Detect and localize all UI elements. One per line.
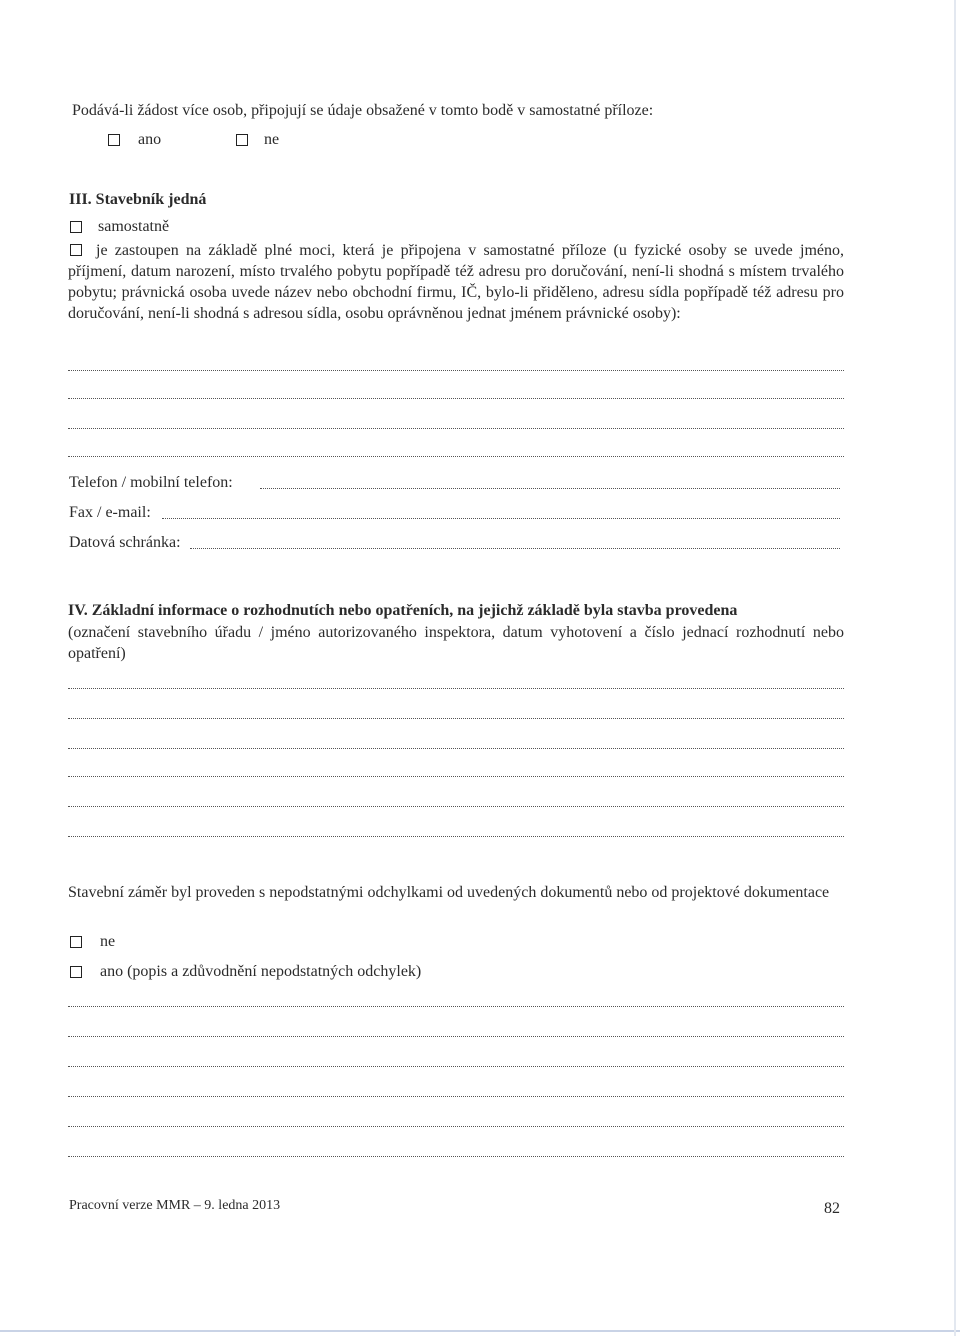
deviation-fill-line-4[interactable]: [68, 1096, 844, 1097]
checkbox-multiple-no-label: ne: [264, 131, 280, 148]
decision-fill-line-4[interactable]: [68, 776, 844, 777]
checkbox-acts-self-label: samostatně: [98, 218, 170, 235]
fax-email-label: Fax / e-mail:: [69, 504, 151, 521]
checkbox-multiple-no[interactable]: [236, 134, 248, 146]
decision-fill-line-3[interactable]: [68, 748, 844, 749]
footer-version: Pracovní verze MMR – 9. ledna 2013: [69, 1198, 281, 1213]
deviation-fill-line-3[interactable]: [68, 1066, 844, 1067]
checkbox-represented-label: je zastoupen na základě plné moci, která je připojena v samostatné příloze (u fyzické osoby se uvede jméno, příjmení, datum narození, místo trvalého pobytu popřípadě též adresu pro doručování, není-li shodná s místem trvalého pobytu; právnická osoba uvede název nebo obchodní firmu, IČ, bylo-li přiděleno, adresu sídla popřípadě též adresu pro doručování, není-li shodná s adresou sídla, osobu oprávněnou jednat jménem právnické osoby):: [68, 242, 844, 322]
page-number: 82: [824, 1200, 840, 1217]
section-3-title: III. Stavebník jedná: [69, 191, 207, 208]
checkbox-multiple-yes[interactable]: [108, 134, 120, 146]
section-4-title: IV. Základní informace o rozhodnutích nebo opatřeních, na jejichž základě byla stavba provedena: [68, 602, 738, 619]
deviation-question: Stavební záměr byl proveden s nepodstatnými odchylkami od uvedených dokumentů nebo od projektové dokumentace: [68, 884, 830, 901]
multiple-applicants-question: Podává-li žádost více osob, připojují se údaje obsažené v tomto bodě v samostatné příloze:: [72, 102, 654, 119]
section-4-subtitle: (označení stavebního úřadu / jméno autorizovaného inspektora, datum vyhotovení a číslo jednací rozhodnutí nebo opatření): [68, 624, 844, 662]
representative-fill-line-3[interactable]: [68, 428, 844, 429]
representative-fill-line-2[interactable]: [68, 398, 844, 399]
representative-fill-line-4[interactable]: [68, 456, 844, 457]
deviation-fill-line-6[interactable]: [68, 1156, 844, 1157]
decision-fill-line-2[interactable]: [68, 718, 844, 719]
scan-edge-right: [954, 0, 956, 1336]
checkbox-deviation-no-label: ne: [100, 933, 116, 950]
scan-edge-bottom: [0, 1330, 960, 1332]
checkbox-acts-self[interactable]: [70, 221, 82, 233]
decision-fill-line-1[interactable]: [68, 688, 844, 689]
decision-fill-line-6[interactable]: [68, 836, 844, 837]
deviation-fill-line-2[interactable]: [68, 1036, 844, 1037]
fax-email-field[interactable]: [162, 518, 840, 519]
data-box-label: Datová schránka:: [69, 534, 181, 551]
checkbox-multiple-yes-label: ano: [138, 131, 162, 148]
phone-field[interactable]: [260, 488, 840, 489]
phone-label: Telefon / mobilní telefon:: [69, 474, 233, 491]
deviation-fill-line-1[interactable]: [68, 1006, 844, 1007]
decision-fill-line-5[interactable]: [68, 806, 844, 807]
checkbox-deviation-no[interactable]: [70, 936, 82, 948]
representative-fill-line-1[interactable]: [68, 370, 844, 371]
data-box-field[interactable]: [190, 548, 840, 549]
checkbox-deviation-yes-label: ano (popis a zdůvodnění nepodstatných odchylek): [100, 963, 422, 980]
deviation-fill-line-5[interactable]: [68, 1126, 844, 1127]
checkbox-deviation-yes[interactable]: [70, 966, 82, 978]
